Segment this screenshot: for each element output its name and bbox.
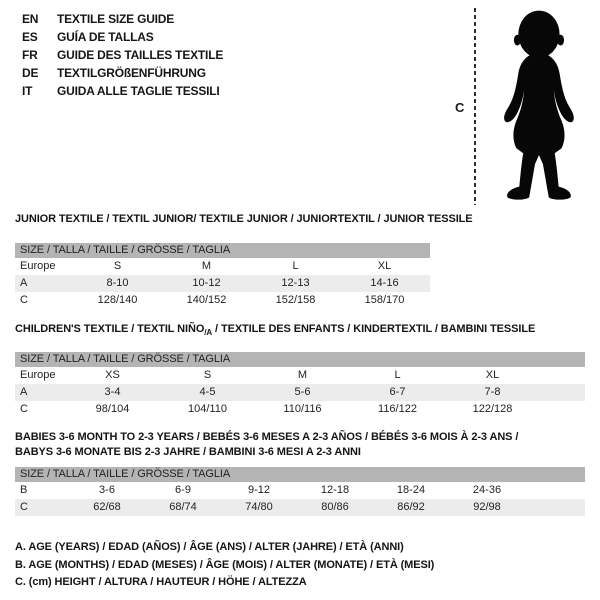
table-header-band: SIZE / TALLA / TAILLE / GRÖSSE / TAGLIA xyxy=(15,243,430,258)
value-cell: 74/80 xyxy=(245,501,273,514)
size-cell: L xyxy=(292,260,299,272)
value-cell: 158/170 xyxy=(364,294,405,306)
language-label: GUIDA ALLE TAGLIE TESSILI xyxy=(57,84,220,98)
title-text: / TEXTILE DES ENFANTS / KINDERTEXTIL / BAMBINI TESSILE xyxy=(212,323,536,335)
language-row-es xyxy=(22,28,223,46)
language-row-en xyxy=(22,10,223,28)
size-cell: S xyxy=(113,260,122,272)
value-cell: 18-24 xyxy=(396,484,426,497)
size-cell: XS xyxy=(105,369,120,382)
footnote-b: B. AGE (MONTHS) / EDAD (MESES) / ÂGE (MOIS) / ALTER (MONATE) / ETÀ (MESI) xyxy=(15,558,435,571)
footnote-a: A. AGE (YEARS) / EDAD (AÑOS) / ÂGE (ANS) / ALTER (JAHRE) / ETÀ (ANNI) xyxy=(15,541,404,554)
language-row-de xyxy=(22,64,223,82)
value-cell: 104/110 xyxy=(188,403,227,416)
value-cell: 4-5 xyxy=(199,386,216,399)
value-cell: 6-9 xyxy=(175,484,191,497)
row-label: B xyxy=(20,484,28,497)
language-label: GUIDE DES TAILLES TEXTILE xyxy=(57,48,224,62)
height-measure-label: C xyxy=(455,100,465,115)
table-row-europe xyxy=(15,258,430,275)
language-code: ES xyxy=(22,30,38,44)
language-code: EN xyxy=(22,12,39,26)
tables-content xyxy=(15,213,585,592)
value-cell: 14-16 xyxy=(370,277,399,289)
size-cell: M xyxy=(201,260,212,272)
row-label: A xyxy=(20,277,28,289)
language-label: TEXTILE SIZE GUIDE xyxy=(57,12,175,26)
value-cell: 110/116 xyxy=(283,403,322,416)
value-cell: 80/86 xyxy=(321,501,349,514)
table-row-europe xyxy=(15,367,585,384)
language-code: FR xyxy=(22,48,38,62)
table-row-age xyxy=(15,275,430,292)
title-text: CHILDREN'S TEXTILE / TEXTIL NIÑO xyxy=(15,323,205,335)
row-label: A xyxy=(20,386,28,399)
value-cell: 3-4 xyxy=(104,386,121,399)
title-line-2: BABYS 3-6 MONATE BIS 2-3 JAHRE / BAMBINI 3-6 MESI A 2-3 ANNI xyxy=(15,446,361,459)
size-cell: S xyxy=(203,369,212,382)
value-cell: 24-36 xyxy=(472,484,502,497)
language-row-it xyxy=(22,82,223,100)
table-header-band: SIZE / TALLA / TAILLE / GRÖSSE / TAGLIA xyxy=(15,467,585,482)
table-row-height xyxy=(15,499,585,516)
table-header-band: SIZE / TALLA / TAILLE / GRÖSSE / TAGLIA xyxy=(15,352,585,367)
children-size-table xyxy=(15,352,585,418)
value-cell: 68/74 xyxy=(169,501,197,514)
row-label: C xyxy=(20,403,28,416)
section-title-children xyxy=(15,323,585,339)
language-label: TEXTILGRÖßENFÜHRUNG xyxy=(57,66,206,80)
section-title-babies xyxy=(15,430,585,460)
language-row-fr xyxy=(22,46,223,64)
value-cell: 8-10 xyxy=(106,277,129,289)
height-measure-line xyxy=(474,8,476,205)
toddler-silhouette-icon xyxy=(478,4,596,210)
value-cell: 62/68 xyxy=(93,501,121,514)
value-cell: 3-6 xyxy=(99,484,115,497)
size-cell: XL xyxy=(485,369,500,382)
table-row-months xyxy=(15,482,585,499)
table-row-height xyxy=(15,401,585,418)
title-subscript: /A xyxy=(204,328,213,338)
size-cell: L xyxy=(394,369,401,382)
value-cell: 6-7 xyxy=(389,386,406,399)
junior-size-table xyxy=(15,243,430,309)
size-cell: XL xyxy=(377,260,392,272)
row-label: Europe xyxy=(20,369,56,382)
value-cell: 12-18 xyxy=(320,484,350,497)
row-label: C xyxy=(20,501,28,514)
size-cell: M xyxy=(297,369,308,382)
value-cell: 92/98 xyxy=(473,501,501,514)
section-title-junior: JUNIOR TEXTILE / TEXTIL JUNIOR/ TEXTILE JUNIOR / JUNIORTEXTIL / JUNIOR TESSILE xyxy=(15,213,473,225)
value-cell: 116/122 xyxy=(378,403,417,416)
footnote-c: C. (cm) HEIGHT / ALTURA / HAUTEUR / HÖHE / ALTEZZA xyxy=(15,576,307,589)
value-cell: 152/158 xyxy=(275,294,316,306)
footnote-list xyxy=(15,539,585,592)
value-cell: 5-6 xyxy=(294,386,311,399)
table-row-height xyxy=(15,292,430,309)
value-cell: 122/128 xyxy=(472,403,513,416)
value-cell: 86/92 xyxy=(397,501,425,514)
size-figure xyxy=(450,0,600,215)
row-label: Europe xyxy=(20,260,56,272)
value-cell: 140/152 xyxy=(186,294,227,306)
value-cell: 9-12 xyxy=(247,484,271,497)
value-cell: 128/140 xyxy=(97,294,138,306)
language-code: DE xyxy=(22,66,39,80)
babies-size-table xyxy=(15,467,585,516)
value-cell: 10-12 xyxy=(192,277,221,289)
table-row-age xyxy=(15,384,585,401)
row-label: C xyxy=(20,294,28,306)
language-title-list xyxy=(22,10,223,100)
value-cell: 7-8 xyxy=(484,386,501,399)
value-cell: 98/104 xyxy=(95,403,130,416)
title-line-1: BABIES 3-6 MONTH TO 2-3 YEARS / BEBÉS 3-6 MESES A 2-3 AÑOS / BÉBÉS 3-6 MOIS À 2-3 ANS / xyxy=(15,431,519,444)
language-code: IT xyxy=(22,84,33,98)
language-label: GUÍA DE TALLAS xyxy=(57,30,154,44)
value-cell: 12-13 xyxy=(281,277,310,289)
